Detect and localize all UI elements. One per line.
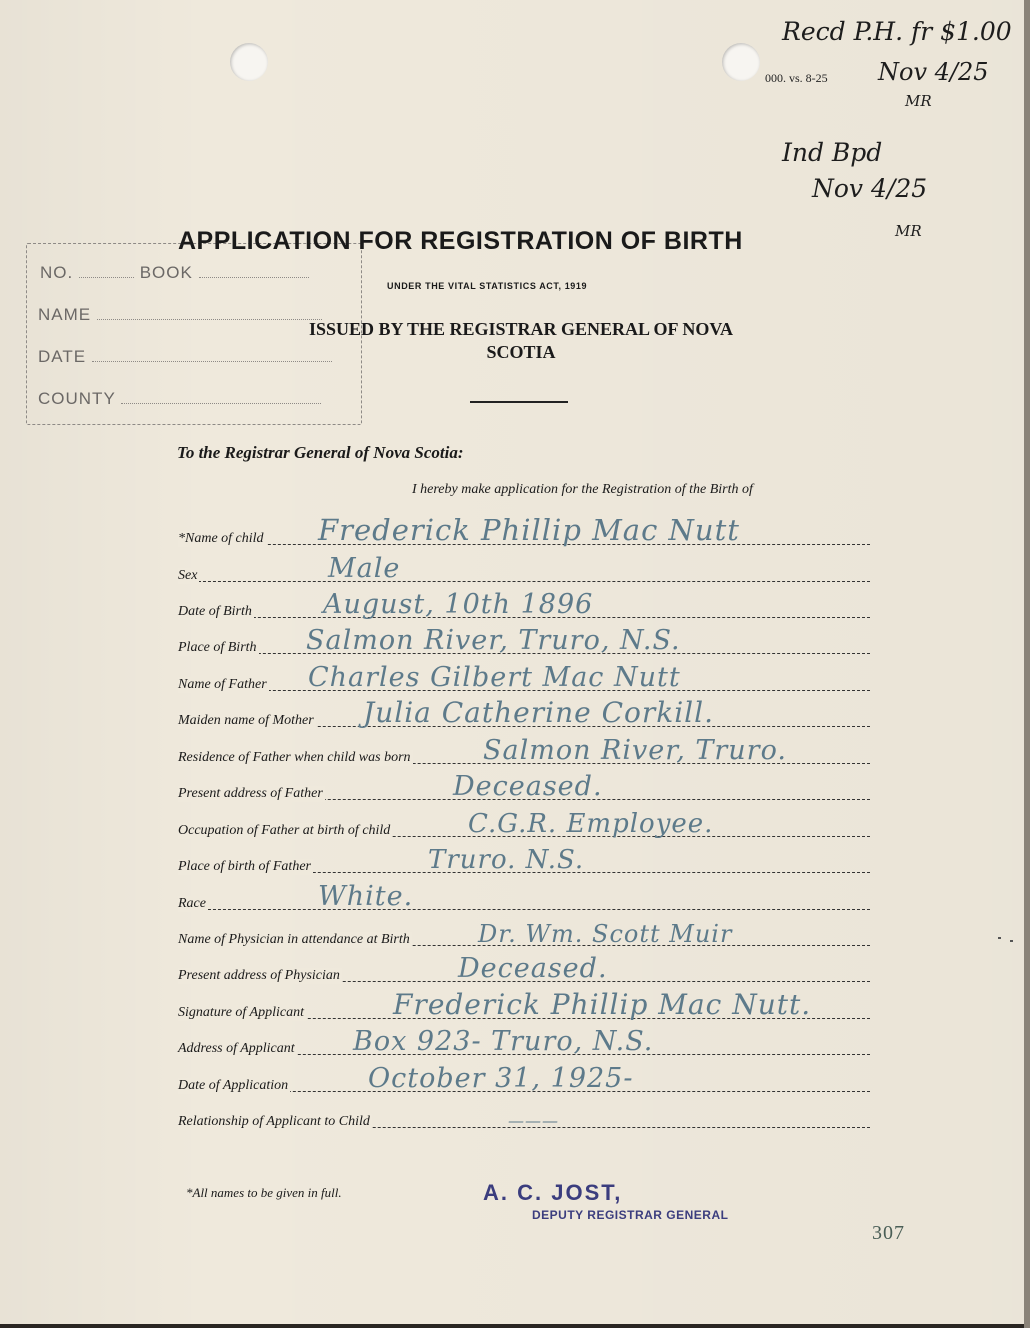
form-field-row xyxy=(178,589,870,624)
form-field-row xyxy=(178,1104,870,1134)
field-handwritten-value: Deceased. xyxy=(458,953,608,984)
field-dashed-line xyxy=(178,581,870,582)
field-label: Occupation of Father at birth of child xyxy=(178,823,391,838)
form-field-row xyxy=(178,1063,870,1098)
punch-hole-right xyxy=(722,43,760,81)
stamp-no-dots xyxy=(79,265,134,278)
stamp-name-label: NAME xyxy=(38,305,92,324)
field-handwritten-value: Male xyxy=(328,553,401,584)
field-handwritten-value: Dr. Wm. Scott Muir xyxy=(478,920,733,948)
stamp-county-dots xyxy=(121,391,321,404)
form-field-row xyxy=(178,771,870,806)
form-field-row xyxy=(178,553,870,588)
stamp-no-label: NO. xyxy=(40,263,74,282)
field-label: Relationship of Applicant to Child xyxy=(178,1114,370,1129)
form-field-row xyxy=(178,845,870,879)
stamp-book-dots xyxy=(199,265,309,278)
salutation: To the Registrar General of Nova Scotia: xyxy=(177,443,464,462)
form-field-row xyxy=(178,881,870,916)
intro-line: I hereby make application for the Registration of the Birth of xyxy=(412,482,753,497)
field-handwritten-value: Julia Catherine Corkill. xyxy=(363,696,714,729)
paper-fleck xyxy=(998,937,1001,939)
field-label: Sex xyxy=(178,568,198,583)
footnote: *All names to be given in full. xyxy=(186,1185,342,1200)
field-label: Name of Physician in attendance at Birth xyxy=(178,932,410,947)
margin-note-date-1: Nov 4/25 xyxy=(878,58,989,86)
form-field-row xyxy=(178,953,870,988)
page-number: 307 xyxy=(872,1222,905,1244)
stamp-name-row xyxy=(38,305,322,325)
field-handwritten-value: Deceased. xyxy=(453,771,603,802)
form-field-row xyxy=(178,513,870,551)
field-handwritten-value: Salmon River, Truro. xyxy=(483,735,787,766)
form-number: 000. vs. 8-25 xyxy=(765,71,828,85)
issuer-heading: ISSUED BY THE REGISTRAR GENERAL OF NOVA SCOTIA xyxy=(308,319,734,362)
stamp-date-label: DATE xyxy=(38,347,87,366)
form-field-row xyxy=(178,1026,870,1061)
field-handwritten-value: Truro. N.S. xyxy=(428,845,585,875)
punch-hole-left xyxy=(230,43,268,81)
form-field-row xyxy=(178,662,870,697)
stamp-date-dots xyxy=(92,349,332,362)
field-handwritten-value: Frederick Phillip Mac Nutt. xyxy=(393,988,812,1021)
field-label: Present address of Father xyxy=(178,786,323,801)
field-handwritten-value: August, 10th 1896 xyxy=(323,589,594,620)
field-handwritten-value: ——— xyxy=(508,1111,559,1130)
margin-note-receipt: Recd P.H. fr $1.00 xyxy=(782,17,1012,46)
field-handwritten-value: Salmon River, Truro, N.S. xyxy=(306,625,681,656)
margin-note-initials-2: MR xyxy=(895,222,922,240)
heading-rule xyxy=(470,401,568,403)
paper-fleck xyxy=(1010,940,1013,942)
stamp-book-label: BOOK xyxy=(139,263,193,282)
form-field-row xyxy=(178,988,870,1025)
field-handwritten-value: Box 923- Truro, N.S. xyxy=(353,1026,654,1057)
stamp-no-row xyxy=(40,263,309,283)
form-field-row xyxy=(178,625,870,660)
margin-note-indexed: Ind Bpd xyxy=(782,138,883,167)
field-label: Present address of Physician xyxy=(178,968,340,983)
field-label: Date of Birth xyxy=(178,604,252,619)
field-dashed-line xyxy=(178,909,870,910)
stamp-county-label: COUNTY xyxy=(38,389,116,408)
field-label: Signature of Applicant xyxy=(178,1005,304,1020)
field-label: Place of Birth xyxy=(178,640,257,655)
margin-note-initials-1: MR xyxy=(905,92,932,110)
field-label: Name of Father xyxy=(178,677,267,692)
form-title: APPLICATION FOR REGISTRATION OF BIRTH xyxy=(178,227,743,255)
field-handwritten-value: White. xyxy=(318,881,414,912)
field-label: Race xyxy=(178,896,206,911)
form-field-row xyxy=(178,735,870,770)
page-edge xyxy=(1024,0,1030,1328)
stamp-date-row xyxy=(38,347,332,367)
form-field-row xyxy=(178,922,870,952)
stamp-county-row xyxy=(38,389,321,409)
field-handwritten-value: October 31, 1925- xyxy=(368,1063,634,1094)
form-field-row xyxy=(178,809,870,843)
margin-note-date-2: Nov 4/25 xyxy=(812,174,928,203)
field-label: Address of Applicant xyxy=(178,1041,295,1056)
field-handwritten-value: C.G.R. Employee. xyxy=(468,809,714,839)
field-label: *Name of child xyxy=(178,531,264,546)
field-handwritten-value: Frederick Phillip Mac Nutt xyxy=(318,513,740,547)
registrar-stamp-name: A. C. JOST, xyxy=(483,1180,623,1205)
field-label: Residence of Father when child was born xyxy=(178,750,411,765)
field-label: Maiden name of Mother xyxy=(178,713,314,728)
field-label: Date of Application xyxy=(178,1078,289,1093)
registrar-stamp-title: DEPUTY REGISTRAR GENERAL xyxy=(532,1208,729,1222)
stamp-name-dots xyxy=(97,307,322,320)
form-field-row xyxy=(178,696,870,733)
form-subtitle: UNDER THE VITAL STATISTICS ACT, 1919 xyxy=(387,281,588,291)
field-label: Place of birth of Father xyxy=(178,859,311,874)
field-handwritten-value: Charles Gilbert Mac Nutt xyxy=(308,662,681,693)
